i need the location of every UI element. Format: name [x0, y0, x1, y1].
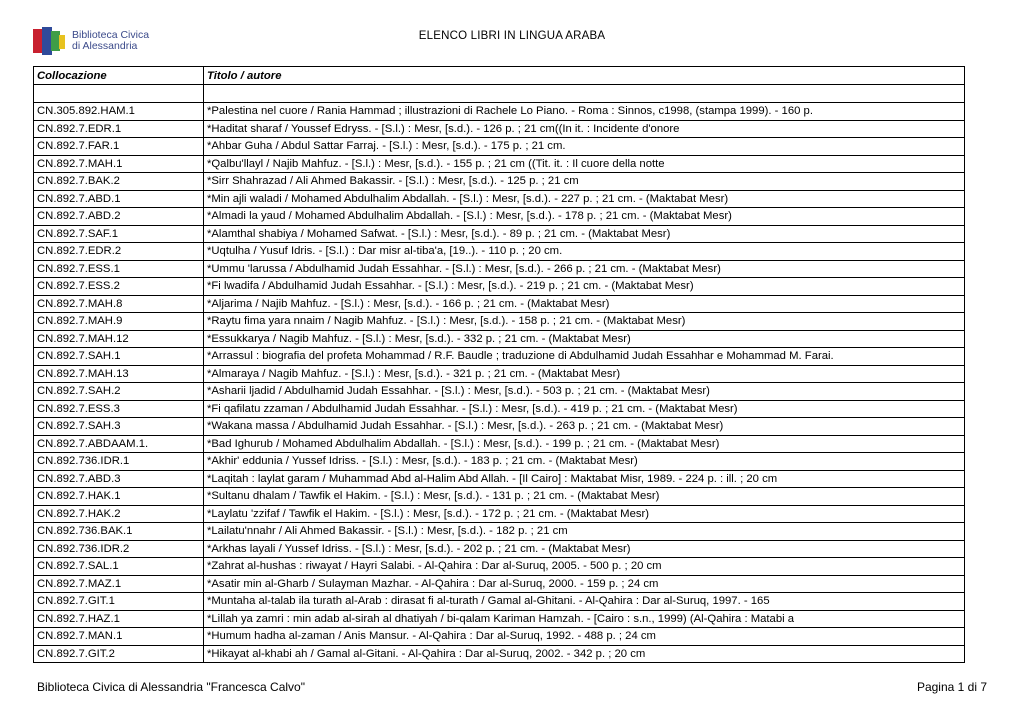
logo-text-line1: Biblioteca Civica	[72, 29, 150, 41]
collocazione-cell: CN.892.7.ESS.2	[34, 278, 204, 296]
collocazione-cell: CN.892.7.GIT.2	[34, 645, 204, 663]
collocazione-cell: CN.892.7.MAH.12	[34, 330, 204, 348]
table-row	[34, 260, 965, 278]
collocazione-cell: CN.892.7.SAH.1	[34, 348, 204, 366]
table-row	[34, 523, 965, 541]
collocazione-cell: CN.892.7.MAZ.1	[34, 575, 204, 593]
document-title: ELENCO LIBRI IN LINGUA ARABA	[418, 30, 606, 42]
titolo-autore-cell: *Essukkarya / Nagib Mahfuz. - [S.l.) : Mesr, [s.d.). - 332 p. ; 21 cm. - (Maktabat Mesr)	[204, 330, 965, 348]
table-row	[34, 435, 965, 453]
table-row	[34, 208, 965, 226]
collocazione-cell: CN.892.7.SAF.1	[34, 225, 204, 243]
table-row	[34, 488, 965, 506]
catalog-table	[33, 66, 965, 663]
table-row	[34, 418, 965, 436]
collocazione-cell: CN.892.7.MAN.1	[34, 628, 204, 646]
titolo-autore-cell: *Akhir' eddunia / Yussef Idriss. - [S.l.) : Mesr, [s.d.). - 183 p. ; 21 cm. - (Maktabat Mesr)	[204, 453, 965, 471]
collocazione-cell: CN.892.7.BAK.2	[34, 173, 204, 191]
empty-row	[34, 85, 965, 103]
table-row	[34, 278, 965, 296]
table-row	[34, 138, 965, 156]
titolo-autore-cell: *Ummu 'larussa / Abdulhamid Judah Essahhar. - [S.l.) : Mesr, [s.d.). - 266 p. ; 21 cm. - (Maktabat Mesr)	[204, 260, 965, 278]
titolo-autore-cell: *Lillah ya zamri : min adab al-sirah al dhatiyah / bi-qalam Kariman Hamzah. - [Cairo : s.n., 1999) (Al-Qahira : Matabi a	[204, 610, 965, 628]
collocazione-cell: CN.892.7.EDR.2	[34, 243, 204, 261]
collocazione-cell: CN.305.892.HAM.1	[34, 103, 204, 121]
titolo-autore-cell: *Bad Ighurub / Mohamed Abdulhalim Abdallah. - [S.l.) : Mesr, [s.d.). - 199 p. ; 21 cm. - (Maktabat Mesr)	[204, 435, 965, 453]
collocazione-cell: CN.892.7.FAR.1	[34, 138, 204, 156]
table-row	[34, 295, 965, 313]
titolo-autore-cell: *Fi lwadifa / Abdulhamid Judah Essahhar. - [S.l.) : Mesr, [s.d.). - 219 p. ; 21 cm. - (Maktabat Mesr)	[204, 278, 965, 296]
collocazione-cell: CN.892.7.ABD.3	[34, 470, 204, 488]
column-header-titolo-autore: Titolo / autore	[204, 67, 965, 85]
collocazione-cell: CN.892.7.HAK.1	[34, 488, 204, 506]
titolo-autore-cell: *Sultanu dhalam / Tawfik el Hakim. - [S.l.) : Mesr, [s.d.). - 131 p. ; 21 cm. - (Maktabat Mesr)	[204, 488, 965, 506]
titolo-autore-cell: *Zahrat al-hushas : riwayat / Hayri Salabi. - Al-Qahira : Dar al-Suruq, 2005. - 500 p. ; 20 cm	[204, 558, 965, 576]
collocazione-cell: CN.892.7.HAZ.1	[34, 610, 204, 628]
table-row	[34, 365, 965, 383]
collocazione-cell: CN.892.736.BAK.1	[34, 523, 204, 541]
titolo-autore-cell: *Almaraya / Nagib Mahfuz. - [S.l.) : Mesr, [s.d.). - 321 p. ; 21 cm. - (Maktabat Mesr)	[204, 365, 965, 383]
table-cell	[204, 85, 965, 103]
table-row	[34, 575, 965, 593]
table-row	[34, 628, 965, 646]
titolo-autore-cell: *Min ajli waladi / Mohamed Abdulhalim Abdallah. - [S.l.) : Mesr, [s.d.). - 227 p. ; 21 cm. - (Maktabat Mesr)	[204, 190, 965, 208]
table-row	[34, 558, 965, 576]
collocazione-cell: CN.892.736.IDR.2	[34, 540, 204, 558]
table-row	[34, 593, 965, 611]
titolo-autore-cell: *Sirr Shahrazad / Ali Ahmed Bakassir. - [S.l.) : Mesr, [s.d.). - 125 p. ; 21 cm	[204, 173, 965, 191]
collocazione-cell: CN.892.7.ABD.2	[34, 208, 204, 226]
footer-page-number: Pagina 1 di 7	[916, 680, 987, 694]
table-row	[34, 103, 965, 121]
table-row	[34, 505, 965, 523]
titolo-autore-cell: *Almadi la yaud / Mohamed Abdulhalim Abdallah. - [S.l.) : Mesr, [s.d.). - 178 p. ; 21 cm. - (Maktabat Mesr)	[204, 208, 965, 226]
table-row	[34, 120, 965, 138]
titolo-autore-cell: *Arkhas layali / Yussef Idriss. - [S.l.) : Mesr, [s.d.). - 202 p. ; 21 cm. - (Maktabat Mesr)	[204, 540, 965, 558]
collocazione-cell: CN.892.7.GIT.1	[34, 593, 204, 611]
table-row	[34, 243, 965, 261]
collocazione-cell: CN.892.7.MAH.8	[34, 295, 204, 313]
table-row	[34, 313, 965, 331]
collocazione-cell: CN.892.7.ESS.3	[34, 400, 204, 418]
titolo-autore-cell: *Hikayat al-khabi ah / Gamal al-Gitani. - Al-Qahira : Dar al-Suruq, 2002. - 342 p. ; 20 cm	[204, 645, 965, 663]
titolo-autore-cell: *Asharii ljadid / Abdulhamid Judah Essahhar. - [S.l.) : Mesr, [s.d.). - 503 p. ; 21 cm. - (Maktabat Mesr)	[204, 383, 965, 401]
titolo-autore-cell: *Uqtulha / Yusuf Idris. - [S.l.) : Dar misr al-tiba'a, [19..). - 110 p. ; 20 cm.	[204, 243, 965, 261]
collocazione-cell: CN.892.7.MAH.1	[34, 155, 204, 173]
column-header-collocazione: Collocazione	[34, 67, 204, 85]
collocazione-cell: CN.892.7.SAL.1	[34, 558, 204, 576]
titolo-autore-cell: *Palestina nel cuore / Rania Hammad ; illustrazioni di Rachele Lo Piano. - Roma : Sinnos, c1998, (stampa 1999). - 160 p.	[204, 103, 965, 121]
titolo-autore-cell: *Wakana massa / Abdulhamid Judah Essahhar. - [S.l.) : Mesr, [s.d.). - 263 p. ; 21 cm. - (Maktabat Mesr)	[204, 418, 965, 436]
table-row	[34, 225, 965, 243]
titolo-autore-cell: *Lailatu'nnahr / Ali Ahmed Bakassir. - [S.l.) : Mesr, [s.d.). - 182 p. ; 21 cm	[204, 523, 965, 541]
table-row	[34, 470, 965, 488]
titolo-autore-cell: *Arrassul : biografia del profeta Mohammad / R.F. Baudle ; traduzione di Abdulhamid Judah Essahhar e Mohammad M. Farai.	[204, 348, 965, 366]
table-row	[34, 383, 965, 401]
collocazione-cell: CN.892.7.ABDAAM.1.	[34, 435, 204, 453]
titolo-autore-cell: *Alamthal shabiya / Mohamed Safwat. - [S.l.) : Mesr, [s.d.). - 89 p. ; 21 cm. - (Maktabat Mesr)	[204, 225, 965, 243]
titolo-autore-cell: *Raytu fima yara nnaim / Nagib Mahfuz. - [S.l.) : Mesr, [s.d.). - 158 p. ; 21 cm. - (Maktabat Mesr)	[204, 313, 965, 331]
titolo-autore-cell: *Asatir min al-Gharb / Sulayman Mazhar. - Al-Qahira : Dar al-Suruq, 2000. - 159 p. ; 24 cm	[204, 575, 965, 593]
collocazione-cell: CN.892.7.SAH.3	[34, 418, 204, 436]
table-row	[34, 190, 965, 208]
titolo-autore-cell: *Qalbu'llayl / Najib Mahfuz. - [S.l.) : Mesr, [s.d.). - 155 p. ; 21 cm ((Tit. it. : Il cuore della notte	[204, 155, 965, 173]
titolo-autore-cell: *Laylatu 'zzifaf / Tawfik el Hakim. - [S.l.) : Mesr, [s.d.). - 172 p. ; 21 cm. - (Maktabat Mesr)	[204, 505, 965, 523]
footer-library-name: Biblioteca Civica di Alessandria "Francesca Calvo"	[37, 680, 305, 694]
titolo-autore-cell: *Muntaha al-talab ila turath al-Arab : dirasat fi al-turath / Gamal al-Ghitani. - Al-Qahira : Dar al-Suruq, 1997. - 165	[204, 593, 965, 611]
table-cell	[34, 85, 204, 103]
table-row	[34, 540, 965, 558]
collocazione-cell: CN.892.7.HAK.2	[34, 505, 204, 523]
table-row	[34, 610, 965, 628]
collocazione-cell: CN.892.7.EDR.1	[34, 120, 204, 138]
titolo-autore-cell: *Ahbar Guha / Abdul Sattar Farraj. - [S.l.) : Mesr, [s.d.). - 175 p. ; 21 cm.	[204, 138, 965, 156]
table-row	[34, 400, 965, 418]
table-row	[34, 330, 965, 348]
collocazione-cell: CN.892.7.MAH.9	[34, 313, 204, 331]
titolo-autore-cell: *Humum hadha al-zaman / Anis Mansur. - Al-Qahira : Dar al-Suruq, 1992. - 488 p. ; 24 cm	[204, 628, 965, 646]
collocazione-cell: CN.892.7.MAH.13	[34, 365, 204, 383]
collocazione-cell: CN.892.7.SAH.2	[34, 383, 204, 401]
table-row	[34, 453, 965, 471]
collocazione-cell: CN.892.7.ESS.1	[34, 260, 204, 278]
table-header-row	[34, 67, 965, 85]
table-row	[34, 645, 965, 663]
logo-text-line2: di Alessandria	[72, 40, 138, 52]
titolo-autore-cell: *Fi qafilatu zzaman / Abdulhamid Judah Essahhar. - [S.l.) : Mesr, [s.d.). - 419 p. ; 21 cm. - (Maktabat Mesr)	[204, 400, 965, 418]
table-row	[34, 155, 965, 173]
titolo-autore-cell: *Haditat sharaf / Youssef Edryss. - [S.l.) : Mesr, [s.d.). - 126 p. ; 21 cm((In it. : Incidente d'onore	[204, 120, 965, 138]
collocazione-cell: CN.892.7.ABD.1	[34, 190, 204, 208]
table-row	[34, 173, 965, 191]
titolo-autore-cell: *Aljarima / Najib Mahfuz. - [S.l.) : Mesr, [s.d.). - 166 p. ; 21 cm. - (Maktabat Mesr)	[204, 295, 965, 313]
titolo-autore-cell: *Laqitah : laylat garam / Muhammad Abd al-Halim Abd Allah. - [Il Cairo] : Maktabat Misr, 1989. - 224 p. : ill. ; 20 cm	[204, 470, 965, 488]
collocazione-cell: CN.892.736.IDR.1	[34, 453, 204, 471]
table-row	[34, 348, 965, 366]
